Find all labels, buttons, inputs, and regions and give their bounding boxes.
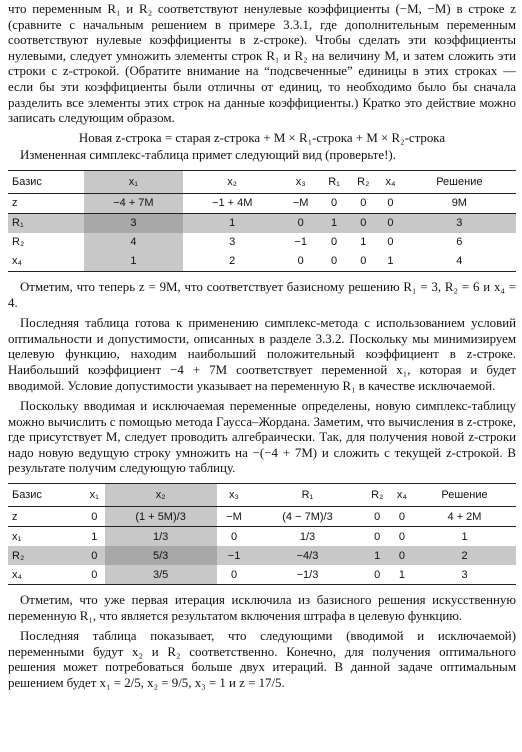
table-row [8, 213, 516, 233]
header-cell: x₃ [217, 484, 252, 507]
table-cell: (1 + 5M)/3 [105, 507, 217, 527]
table-cell: 0 [84, 565, 105, 585]
header-cell: x₁ [84, 484, 105, 507]
paragraph-4: Последняя таблица готова к применению симплекс-метода с использованием условий оптимальности и допустимости, описанных в разделе 3.3.2. Поскольку мы минимизируем целевую функцию, находим наибольший положительный коэффициент в z-строке. Наибольший коэффициент −4 + 7M соответствует переменной x₁, которая и будет вводимой. Условие допустимости указывает на переменную R₁ в качестве исключаемой. [8, 316, 516, 393]
header-cell: Базис [8, 484, 84, 507]
table-cell: R₂ [12, 236, 25, 249]
table-cell: 5/3 [105, 546, 217, 565]
table-header-row [8, 484, 516, 507]
table-cell: −1 + 4M [183, 193, 282, 213]
table-cell: −1 [217, 546, 252, 565]
table-cell: 1 [391, 565, 413, 585]
table-cell: 3 [229, 236, 236, 249]
table-cell: 0 [348, 213, 378, 233]
table-cell: 0 [364, 565, 391, 585]
header-cell: Базис [8, 170, 84, 193]
table-cell: 0 [378, 193, 402, 213]
paragraph-2: Измененная симплекс-таблица примет следующий вид (проверьте!). [20, 148, 396, 163]
table-row [8, 193, 516, 213]
table-cell: −1/3 [251, 565, 363, 585]
table-cell: 1 [378, 252, 402, 272]
table-cell: 0 [374, 530, 381, 543]
table-cell: z [8, 507, 84, 527]
header-cell: x₂ [105, 484, 217, 507]
paragraph-1: что переменным R₁ и R₂ соответствуют ненулевые коэффициенты (−M, −M) в строке z (сравните с начальным решением в примере 3.3.1, где дополнительным переменным соответствуют нулевые коэффициенты в z-строке). Чтобы сделать эти коэффициенты нулевыми, следует умножить элементы строк R₁ и R₂ на величину M, и затем сложить эти строки с z-строкой. (Обратите внимание на “подсвеченные” единицы в этих строках — если бы эти коэффициенты были отличны от единиц, то необходимо было бы сначала разделить все элементы этих строк на данные коэффициенты.) Кратко это действие можно записать следующим образом. [8, 2, 516, 126]
table-cell: 0 [387, 236, 394, 249]
table-cell: −1 [294, 236, 307, 249]
table-cell: 2 [413, 546, 516, 565]
simplex-table-1 [8, 170, 516, 272]
header-cell: Решение [403, 170, 516, 193]
table-cell: 1 [320, 213, 349, 233]
header-cell: R₁ [320, 170, 349, 193]
table-cell: 0 [320, 252, 349, 272]
table-cell: 0 [230, 530, 238, 543]
table-cell: 2 [183, 252, 282, 272]
paragraph-5: Поскольку вводимая и исключаемая переменные определены, новую симплекс-таблицу можно вычислить с помощью метода Гаусса–Жордана. Заметим, что вычисления в z-строке, где присутствует M, следует проводить алгебраически. Так, для получения новой z-строки надо новую ведущую строку умножить на −(−4 + 7M) и сложить с текущей z-строкой. В результате получим следующую таблицу. [8, 399, 516, 476]
header-cell: R₁ [251, 484, 363, 507]
table-cell: 0 [391, 507, 413, 527]
table-cell: 3 [403, 213, 516, 233]
table-cell: 1 [364, 546, 391, 565]
table-cell: −M [217, 507, 252, 527]
table-header-row [8, 170, 516, 193]
table-cell: 0 [378, 213, 402, 233]
table-cell: 0 [84, 507, 105, 527]
table-cell: z [8, 193, 84, 213]
table-cell: 1 [84, 252, 183, 272]
table-cell: x₄ [8, 565, 84, 585]
table-cell: 0 [398, 530, 405, 543]
table-cell: 3/5 [105, 565, 217, 585]
table-cell: 1 [91, 530, 98, 543]
table-cell: 0 [391, 546, 413, 565]
formula-new-z-row: Новая z-строка = старая z-строка + M × R₁-строка + M × R₂-строка [78, 130, 446, 145]
table-row [8, 252, 516, 272]
simplex-table-2 [8, 483, 516, 585]
table-cell: 4 + 2M [413, 507, 516, 527]
paragraph-7: Последняя таблица показывает, что следующими (вводимой и исключаемой) переменными будут x₂ и R₂ соответственно. Конечно, для получения оптимального решения может потребоваться больше двух итераций. В данной задаче оптимальным решением будет x₁ = 2/5, x₂ = 9/5, x₃ = 1 и z = 17/5. [8, 629, 516, 691]
table-cell: 0 [364, 507, 391, 527]
table-cell: 4 [403, 252, 516, 272]
table-cell: (4 − 7M)/3 [251, 507, 363, 527]
table-cell: 3 [84, 213, 183, 233]
table-cell: x₄ [8, 252, 84, 272]
header-cell: x₄ [391, 484, 413, 507]
table-cell: 6 [456, 236, 463, 249]
table-cell: −M [282, 193, 320, 213]
table-cell: 1 [183, 213, 282, 233]
table-row [8, 546, 516, 565]
table-cell: 0 [348, 252, 378, 272]
header-cell: R₂ [364, 484, 391, 507]
table-cell: x₁ [12, 530, 22, 543]
table-cell: 3 [413, 565, 516, 585]
paragraph-6: Отметим, что уже первая итерация исключила из базисного решения искусственную переменную R₁, что является результатом включения штрафа в целевую функцию. [8, 593, 516, 623]
table-cell: −4/3 [251, 546, 363, 565]
table-cell: 1/3 [105, 527, 217, 547]
header-cell: x₄ [378, 170, 402, 193]
table-cell: 0 [348, 193, 378, 213]
table-row [8, 527, 516, 547]
table-cell: 4 [84, 233, 183, 252]
header-cell: Решение [413, 484, 516, 507]
table-cell: 1/3 [299, 530, 316, 543]
header-cell: x₁ [84, 170, 183, 193]
table-cell: 0 [320, 193, 349, 213]
table-cell: −4 + 7M [84, 193, 183, 213]
table-cell: 1 [461, 530, 468, 543]
table-cell: 0 [330, 236, 338, 249]
header-cell: R₂ [348, 170, 378, 193]
paragraph-3: Отметим, что теперь z = 9M, что соответствует базисному решению R₁ = 3, R₂ = 6 и x₄ = 4. [8, 279, 516, 310]
header-cell: x₂ [183, 170, 282, 193]
table-row [8, 507, 516, 527]
table-cell: R₁ [8, 213, 84, 233]
table-cell: R₂ [8, 546, 84, 565]
table-row [8, 233, 516, 252]
table-cell: 0 [282, 252, 320, 272]
table-cell: 0 [282, 213, 320, 233]
table-cell: 0 [84, 546, 105, 565]
table-cell: 0 [217, 565, 252, 585]
table-row [8, 565, 516, 585]
header-cell: x₃ [282, 170, 320, 193]
table-cell: 1 [360, 236, 367, 249]
table-cell: 9M [403, 193, 516, 213]
